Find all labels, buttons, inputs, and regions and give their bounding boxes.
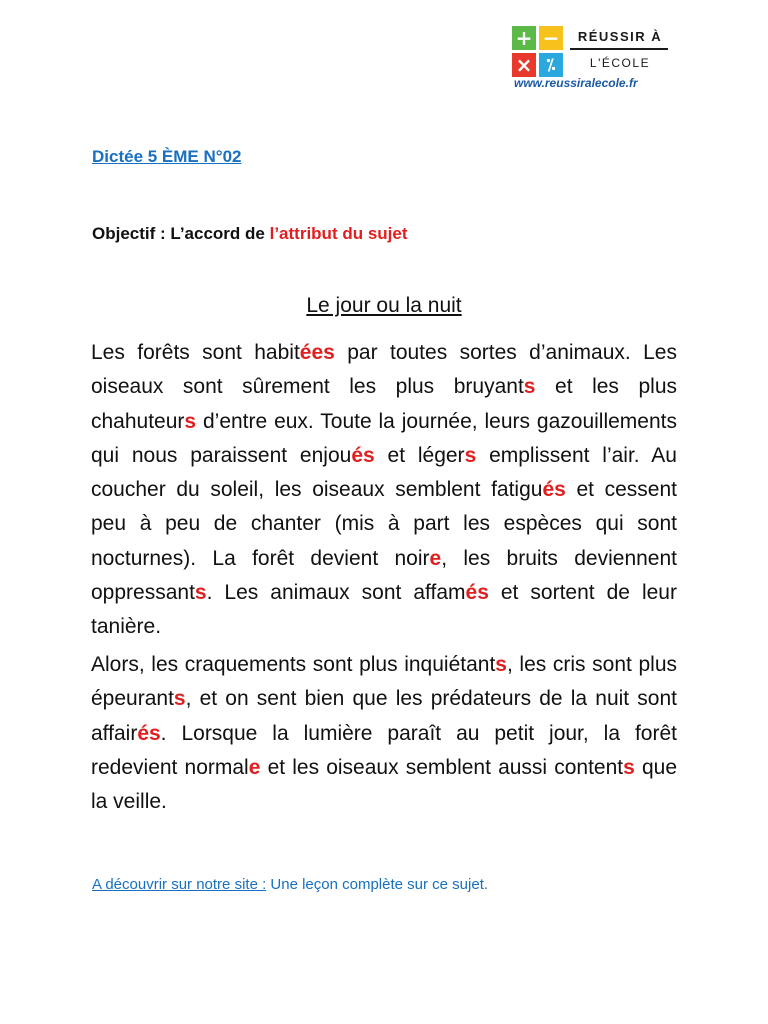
text-segment: , les bruits deviennent oppressant [91,546,677,605]
story-paragraph-1 [91,336,677,645]
times-icon: × [512,53,536,77]
text-segment: et les plus chahuteur [91,375,677,433]
agreement-ending: s [464,443,477,467]
text-segment: . Lorsque la lumière paraît au petit jour, la forêt redevient normal [91,721,677,779]
plus-icon: + [512,26,536,50]
site-logo [512,26,682,92]
agreement-ending: s [184,409,197,433]
text-segment: par toutes sortes d’animaux. Les oiseaux sont sûrement les plus bruyant [91,341,677,399]
agreement-ending: és [351,443,375,467]
agreement-ending: és [542,478,566,502]
text-segment: emplissent l’air. Au coucher du soleil, les oiseaux semblent fatigu [91,443,677,502]
text-segment: , et on sent bien que les prédateurs de la nuit sont affair [91,687,677,745]
document-title[interactable]: Dictée 5 ÈME N°02 [92,147,242,166]
objective-prefix: Objectif : L’accord de [92,224,270,243]
story-title: Le jour ou la nuit [306,294,462,317]
minus-icon: − [539,26,563,50]
text-segment: et les oiseaux semblent aussi content [260,755,624,779]
footer-site-link[interactable]: A découvrir sur notre site : [92,876,267,893]
logo-divider [570,48,668,50]
text-segment: et sortent de leur tanière. [91,581,677,639]
text-segment: et cessent peu à peu de chanter (mis à part les espèces qui sont nocturnes). La forêt devient noir [91,478,677,570]
agreement-ending: s [495,653,507,676]
text-segment: Alors, les craquements sont plus inquiétant [91,653,496,676]
logo-title: RÉUSSIR À [577,29,663,44]
footer-line [92,876,488,893]
footer-description: Une leçon complète sur ce sujet. [266,876,489,893]
agreement-ending: és [137,721,161,745]
agreement-ending: s [523,375,536,399]
text-segment: , les cris sont plus épeurant [91,653,677,711]
text-segment: Les forêts sont habit [91,341,300,364]
agreement-ending: e [248,755,261,779]
text-segment: et léger [374,443,465,467]
agreement-ending: s [173,687,186,711]
percent-icon: ⁒ [539,53,563,77]
objective-topic: l’attribut du sujet [269,224,408,243]
story-paragraph-2 [91,648,677,819]
agreement-ending: ées [299,341,335,364]
logo-math-grid [512,26,564,78]
text-segment: . Les animaux sont affam [206,581,466,605]
text-segment: que la veille. [91,755,678,814]
agreement-ending: s [623,755,635,779]
logo-subtitle: L'ÉCOLE [589,56,651,70]
agreement-ending: és [465,581,489,605]
agreement-ending: s [194,581,207,605]
agreement-ending: e [429,546,442,570]
text-segment: d’entre eux. Toute la journée, leurs gazouillements qui nous paraissent enjou [91,409,677,467]
objective-line [92,224,408,244]
logo-url[interactable]: www.reussiralecole.fr [514,76,638,90]
